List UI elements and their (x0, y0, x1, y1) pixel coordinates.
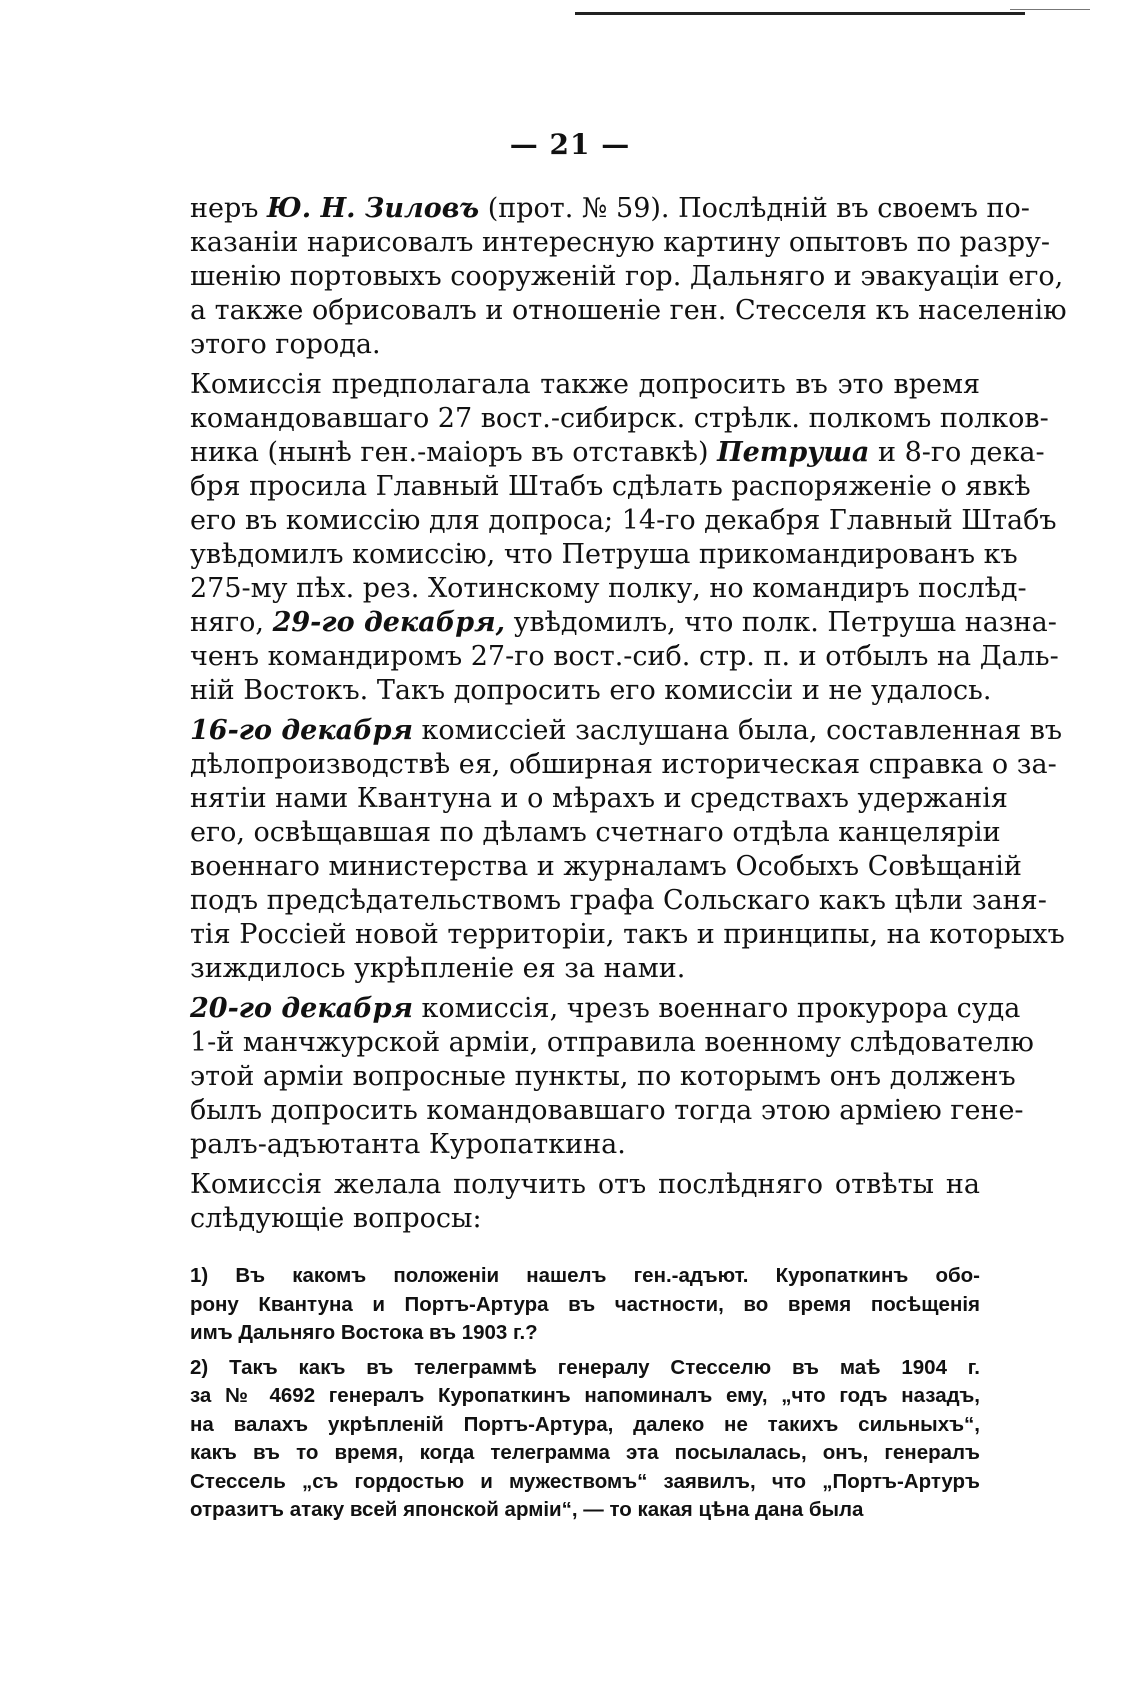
text-line (190, 436, 1045, 470)
text-line (190, 470, 1031, 504)
plain-text: нятіи нами Квантуна и о мѣрахъ и средствахъ удержанія (190, 783, 1008, 814)
text-line (190, 640, 1059, 674)
body-text (190, 192, 1067, 1531)
text-line (190, 748, 1057, 782)
text-line (190, 1382, 980, 1411)
text-line (190, 1128, 980, 1162)
plain-text: командовавшаго 27 вост.-сибирск. стрѣлк. полкомъ полков- (190, 403, 1049, 434)
paragraphs (190, 192, 1067, 1236)
plain-text: этой арміи вопросные пункты, по которымъ онъ долженъ (190, 1061, 1016, 1092)
text-line (190, 1411, 980, 1440)
text-line (190, 1496, 980, 1525)
plain-text: увѣдомилъ комиссію, что Петруша прикомандированъ къ (190, 539, 1018, 570)
questions-list (190, 1262, 980, 1525)
plain-text: 1-й манчжурской арміи, отправила военному слѣдователю (190, 1027, 1034, 1058)
text-line (190, 294, 1067, 328)
plain-text: ній Востокъ. Такъ допросить его комиссіи и не удалось. (190, 675, 992, 706)
text-line (190, 226, 1051, 260)
plain-text: неръ (190, 193, 268, 224)
plain-text: казаніи нарисовалъ интересную картину опытовъ по разру- (190, 227, 1051, 258)
emphasis-text: Ю. Н. Зиловъ (267, 193, 480, 224)
text-line (190, 1439, 980, 1468)
text-line (190, 1291, 980, 1320)
plain-text: шенію портовыхъ сооруженій гор. Дальняго и эвакуаціи его, (190, 261, 1064, 292)
paragraph (190, 992, 1034, 1162)
plain-text: его, освѣщавшая по дѣламъ счетнаго отдѣла канцеляріи (190, 817, 1001, 848)
paragraph (190, 192, 1067, 362)
plain-text: ника (нынѣ ген.-маіоръ въ отставкѣ) (190, 437, 718, 468)
plain-text: 2) Такъ какъ въ телеграммѣ генералу Стесселю въ маѣ 1904 г. (190, 1355, 980, 1379)
plain-text: няго, (190, 607, 273, 638)
text-line (190, 1094, 1024, 1128)
top-rule-thin (1010, 9, 1090, 10)
plain-text: Комиссія желала получить отъ послѣдняго отвѣты на (190, 1169, 980, 1200)
paragraph (190, 714, 1065, 986)
plain-text: его въ комиссію для допроса; 14-го декабря Главный Штабъ (190, 505, 1057, 536)
plain-text: ченъ командиромъ 27-го вост.-сиб. стр. п. и отбылъ на Даль- (190, 641, 1059, 672)
plain-text: (прот. № 59). Послѣдній въ своемъ по- (479, 193, 1030, 224)
plain-text: комиссія, чрезъ военнаго прокурора суда (412, 993, 1021, 1024)
top-rule (575, 12, 1025, 15)
question-item (190, 1262, 980, 1348)
text-line (190, 260, 1064, 294)
text-line (190, 850, 1022, 884)
emphasis-text: 29-го декабря, (272, 607, 505, 638)
plain-text: имъ Дальняго Востока въ 1903 г.? (190, 1321, 538, 1344)
paragraph (190, 368, 1059, 708)
plain-text: 1) Въ какомъ положеніи нашелъ ген.-адъют. Куропаткинъ обо- (190, 1264, 980, 1287)
text-line (190, 952, 980, 986)
text-line (190, 782, 1008, 816)
plain-text: за № 4692 генералъ Куропаткинъ напоминалъ ему, „что годъ назадъ, (190, 1384, 980, 1407)
emphasis-text: 16-го декабря (190, 715, 413, 746)
text-line (190, 538, 1018, 572)
page-number: — 21 — (509, 128, 631, 161)
plain-text: на валахъ укрѣпленій Портъ-Артура, далеко не такихъ сильныхъ“, (190, 1412, 980, 1436)
text-line (190, 1168, 980, 1202)
text-line (190, 1060, 1016, 1094)
text-line (190, 992, 1021, 1026)
plain-text: рону Квантуна и Портъ-Артура въ частности, во время посѣщенія (190, 1292, 980, 1316)
text-line (190, 674, 992, 708)
text-line (190, 714, 1063, 748)
plain-text: тія Россіей новой территоріи, такъ и принципы, на которыхъ (190, 919, 1065, 950)
text-line (190, 368, 980, 402)
text-line (190, 1026, 1034, 1060)
text-line (190, 402, 1049, 436)
text-line (190, 1468, 980, 1497)
text-line (190, 606, 1057, 640)
plain-text: увѣдомилъ, что полк. Петруша назна- (504, 607, 1057, 638)
emphasis-text: 20-го декабря (190, 993, 413, 1024)
plain-text: Стессель „съ гордостью и мужествомъ“ заявилъ, что „Портъ-Артуръ (190, 1469, 980, 1493)
text-line (190, 328, 980, 362)
text-line (190, 918, 1065, 952)
text-line (190, 884, 1047, 918)
plain-text: военнаго министерства и журналамъ Особыхъ Совѣщаній (190, 851, 1022, 882)
question-item (190, 1354, 980, 1525)
text-line (190, 1202, 980, 1236)
plain-text: 275-му пѣх. рез. Хотинскому полку, но командиръ послѣд- (190, 573, 1027, 604)
plain-text: и 8-го дека- (869, 437, 1045, 468)
plain-text: отразитъ атаку всей японской арміи“, — то какая цѣна дана была (190, 1498, 864, 1521)
text-line (190, 192, 1030, 226)
plain-text: комиссіей заслушана была, составленная въ (412, 715, 1063, 746)
text-line (190, 1319, 980, 1348)
plain-text: Комиссія предполагала также допросить въ это время (190, 369, 980, 400)
plain-text: слѣдующіе вопросы: (190, 1203, 482, 1234)
plain-text: этого города. (190, 329, 381, 360)
paragraph (190, 1168, 980, 1236)
text-line (190, 816, 1001, 850)
text-line (190, 1262, 980, 1291)
plain-text: былъ допросить командовавшаго тогда этою арміею гене- (190, 1095, 1024, 1126)
text-line (190, 572, 1027, 606)
plain-text: какъ въ то время, когда телеграмма эта посылалась, онъ, генералъ (190, 1441, 980, 1464)
plain-text: бря просила Главный Штабъ сдѣлать распоряженіе о явкѣ (190, 471, 1031, 502)
text-line (190, 504, 1057, 538)
text-line (190, 1354, 980, 1383)
emphasis-text: Петруша (717, 437, 870, 468)
plain-text: зиждилось укрѣпленіе ея за нами. (190, 953, 686, 984)
plain-text: ралъ-адъютанта Куропаткина. (190, 1129, 626, 1160)
plain-text: дѣлопроизводствѣ ея, обширная историческая справка о за- (190, 749, 1057, 780)
plain-text: подъ предсѣдательствомъ графа Сольскаго какъ цѣли заня- (190, 885, 1047, 916)
plain-text: а также обрисовалъ и отношеніе ген. Стесселя къ населенію (190, 295, 1067, 326)
